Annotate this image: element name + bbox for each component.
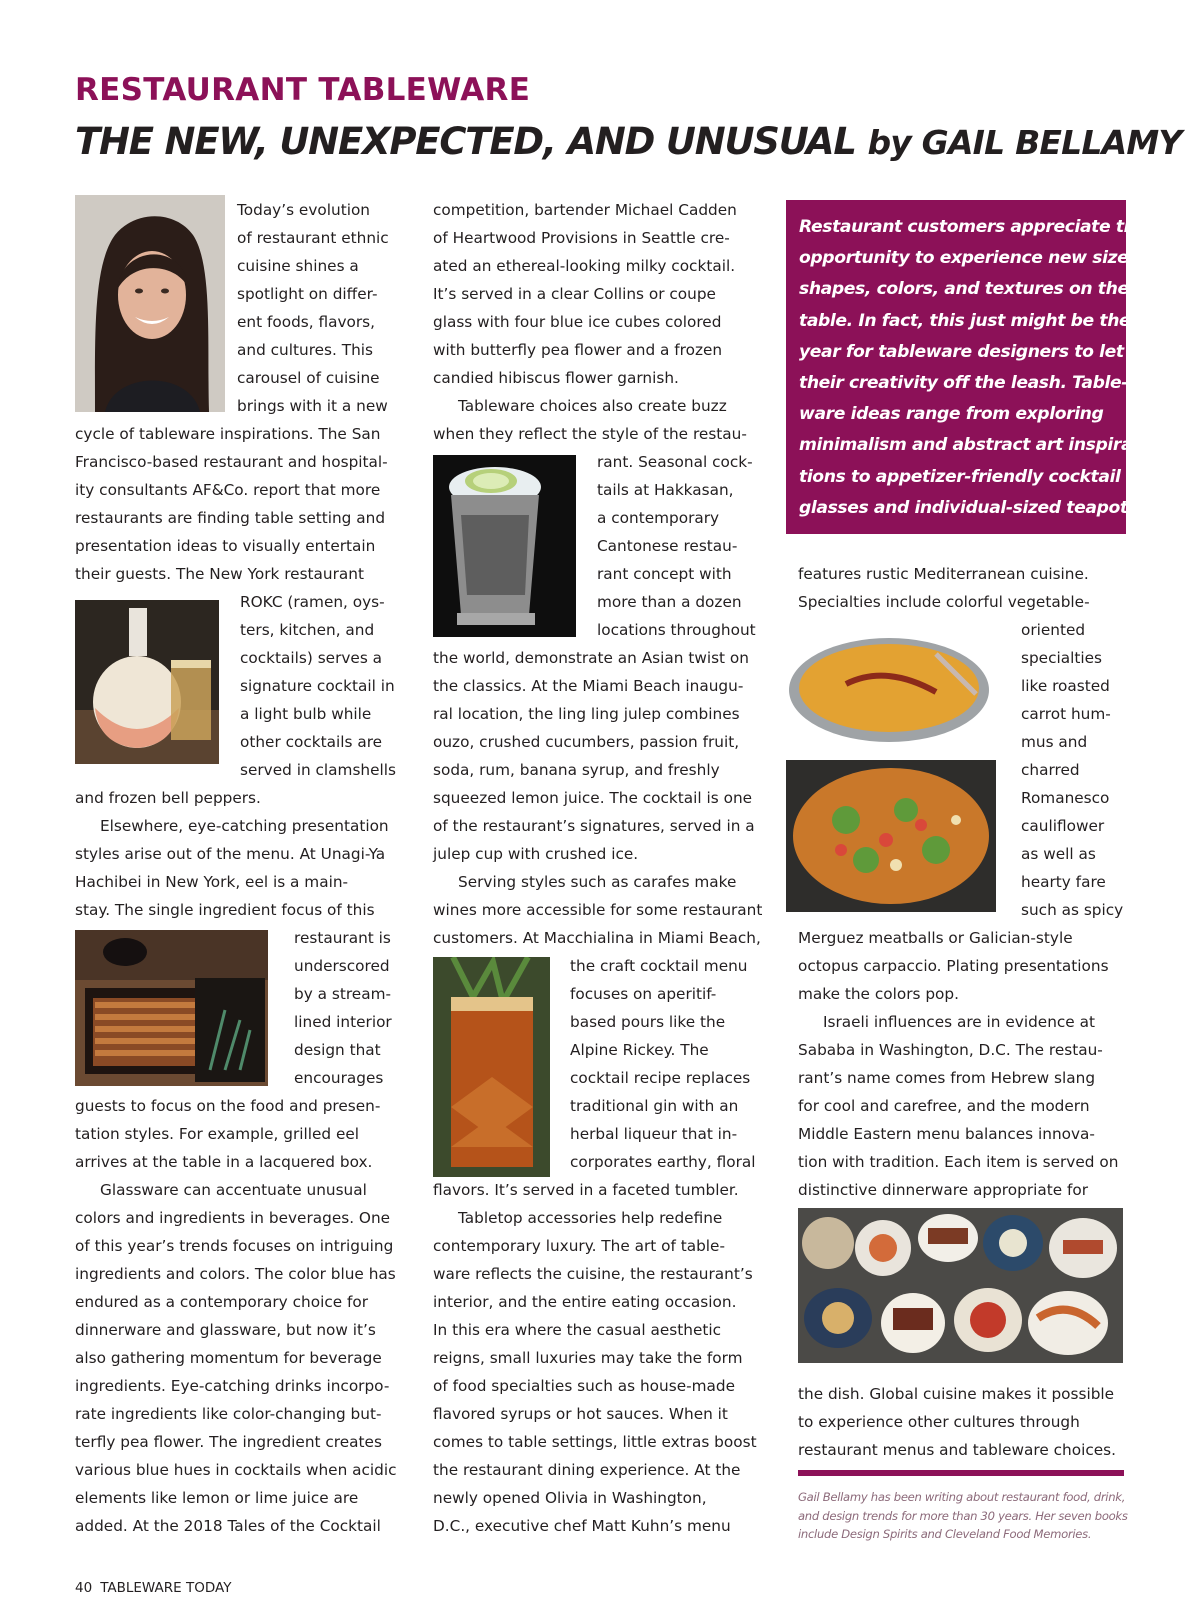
text-line: julep cup with crushed ice. [433,845,639,863]
text-line: guests to focus on the food and presen- [75,1097,381,1115]
text-line: flavored syrups or hot sauces. When it [433,1405,728,1423]
text-line: charred [1021,761,1080,779]
text-line: herbal liqueur that in- [570,1125,738,1143]
text-line: based pours like the [570,1013,726,1031]
text-line: ral location, the ling ling julep combines [433,705,740,723]
text-line: Cantonese restau- [597,537,738,555]
text-line: as well as [1021,845,1096,863]
pull-quote-line: opportunity to experience new sizes, [799,248,1145,269]
text-line: Alpine Rickey. The [570,1041,709,1059]
text-line: It’s served in a clear Collins or coupe [433,285,716,303]
text-line: interior, and the entire eating occasion. [433,1293,737,1311]
text-line: Elsewhere, eye-catching presentation [100,817,389,835]
text-line: cuisine shines a [237,257,359,275]
text-line: dinnerware and glassware, but now it’s [75,1321,376,1339]
pull-quote-line: their creativity off the leash. Table- [799,373,1129,394]
text-line: by a stream- [294,985,391,1003]
text-line: cocktails) serves a [240,649,383,667]
text-line: squeezed lemon juice. The cocktail is one [433,789,753,807]
pull-quote-line: minimalism and abstract art inspira- [799,435,1139,456]
text-line: the dish. Global cuisine makes it possible [798,1385,1115,1403]
text-line: like roasted [1021,677,1110,695]
author-bio-line: include Design Spirits and Cleveland Food Memories. [798,1527,1092,1541]
text-line: and frozen bell peppers. [75,789,261,807]
author-bio [798,1488,1128,1544]
page-footer [75,1580,239,1596]
pull-quote-line: glasses and individual-sized teapots. [799,497,1144,518]
text-line: brings with it a new [237,397,388,415]
text-line: served in clamshells [240,761,396,779]
pull-quote-line: Restaurant customers appreciate the [799,217,1147,237]
text-line: when they reflect the style of the restau- [433,425,747,443]
section-kicker: RESTAURANT TABLEWARE [75,72,531,108]
text-line: of restaurant ethnic [237,229,389,247]
carrot-hummus-photo [786,634,996,746]
text-line: rate ingredients like color-changing but- [75,1405,382,1423]
text-line: of this year’s trends focuses on intriguing [75,1237,394,1255]
text-line: Francisco-based restaurant and hospital- [75,453,388,471]
text-line: signature cocktail in [240,677,395,695]
text-line: to experience other cultures through [798,1413,1080,1431]
text-line: rant. Seasonal cock- [597,453,753,471]
text-line: locations throughout [597,621,756,639]
text-line: competition, bartender Michael Cadden [433,201,737,219]
text-line: underscored [294,957,390,975]
text-line: corporates earthy, floral [570,1153,756,1171]
text-line: with butterfly pea flower and a frozen [433,341,723,359]
text-line: candied hibiscus flower garnish. [433,369,679,387]
text-line: Israeli influences are in evidence at [823,1013,1095,1031]
text-line: cycle of tableware inspirations. The San [75,425,381,443]
text-line: comes to table settings, little extras boost [433,1433,757,1451]
text-line: soda, rum, banana syrup, and freshly [433,761,720,779]
text-line: ated an ethereal-looking milky cocktail. [433,257,736,275]
author-bio-line: Gail Bellamy has been writing about restaurant food, drink, [798,1490,1126,1504]
text-line: of the restaurant’s signatures, served in a [433,817,755,835]
text-line: tion with tradition. Each item is served on [798,1153,1119,1171]
publication-name: TABLEWARE TODAY [100,1580,232,1596]
pull-quote-line: table. In fact, this just might be the [799,310,1131,331]
text-line: restaurant is [294,929,391,947]
author-bio-line: and design trends for more than 30 years. Her seven books [798,1508,1128,1523]
text-line: Tabletop accessories help redefine [458,1209,723,1227]
text-line: rant’s name comes from Hebrew slang [798,1069,1096,1087]
text-line: the classics. At the Miami Beach inaugu- [433,677,744,695]
pull-quote-line: shapes, colors, and textures on the [799,279,1129,300]
text-line: various blue hues in cocktails when acidic [75,1461,397,1479]
text-line: distinctive dinnerware appropriate for [798,1181,1089,1199]
pull-quote [786,200,1147,534]
faceted-tumbler-cocktail-photo [433,957,550,1177]
text-line: the world, demonstrate an Asian twist on [433,649,749,667]
text-line: ouzo, crushed cucumbers, passion fruit, [433,733,740,751]
text-line: a contemporary [597,509,720,527]
text-line: carrot hum- [1021,705,1111,723]
text-line: reigns, small luxuries may take the form [433,1349,743,1367]
article-column-2 [433,196,763,1540]
text-line: Merguez meatballs or Galician-style [798,929,1073,947]
page-number: 40 [75,1580,93,1596]
light-bulb-cocktail-photo [75,600,219,764]
text-line: Serving styles such as carafes make [458,873,737,891]
author-portrait-photo [75,195,225,412]
text-line: of food specialties such as house-made [433,1377,736,1395]
text-line: and cultures. This [237,341,374,359]
text-line: specialties [1021,649,1103,667]
text-line: ity consultants AF&Co. report that more [75,481,381,499]
text-line: of Heartwood Provisions in Seattle cre- [433,229,730,247]
text-line: Today’s evolution [237,201,371,219]
text-line: the restaurant dining experience. At the [433,1461,741,1479]
text-line: for cool and carefree, and the modern [798,1097,1090,1115]
text-line: Sababa in Washington, D.C. The restau- [798,1041,1103,1059]
text-line: Specialties include colorful vegetable- [798,593,1090,611]
text-line: stay. The single ingredient focus of this [75,901,375,919]
text-line: D.C., executive chef Matt Kuhn’s menu [433,1517,731,1535]
text-line: customers. At Macchialina in Miami Beach, [433,929,761,947]
text-line: Romanesco [1021,789,1110,807]
text-line: styles arise out of the menu. At Unagi-Ya [75,845,386,863]
text-line: also gathering momentum for beverage [75,1349,382,1367]
text-line: newly opened Olivia in Washington, [433,1489,707,1507]
text-line: restaurants are finding table setting and [75,509,386,527]
text-line: colors and ingredients in beverages. One [75,1209,391,1227]
text-line: cocktail recipe replaces [570,1069,751,1087]
text-line: ingredients and colors. The color blue has [75,1265,396,1283]
text-line: glass with four blue ice cubes colored [433,313,722,331]
text-line: the craft cocktail menu [570,957,748,975]
text-line: flavors. It’s served in a faceted tumbler. [433,1181,739,1199]
pull-quote-line: tions to appetizer-friendly cocktail [799,466,1121,487]
text-line: ware reflects the cuisine, the restaurant’s [433,1265,753,1283]
text-line: In this era where the casual aesthetic [433,1321,722,1339]
text-line: added. At the 2018 Tales of the Cocktail [75,1517,381,1535]
article-byline: by GAIL BELLAMY [867,123,1182,162]
text-line: other cocktails are [240,733,383,751]
text-line: spotlight on differ- [237,285,378,303]
text-line: make the colors pop. [798,985,959,1003]
text-line: cauliflower [1021,817,1105,835]
text-line: wines more accessible for some restaurant [433,901,763,919]
text-line: endured as a contemporary choice for [75,1293,369,1311]
text-line: tation styles. For example, grilled eel [75,1125,360,1143]
text-line: rant concept with [597,565,732,583]
text-line: their guests. The New York restaurant [75,565,364,583]
romanesco-dish-photo [786,760,996,912]
text-line: Hachibei in New York, eel is a main- [75,873,349,891]
text-line: hearty fare [1021,873,1106,891]
text-line: contemporary luxury. The art of table- [433,1237,725,1255]
text-line: ters, kitchen, and [240,621,375,639]
text-line: more than a dozen [597,593,742,611]
text-line: encourages [294,1069,384,1087]
article-title: THE NEW, UNEXPECTED, AND UNUSUAL [75,120,856,163]
text-line: arrives at the table in a lacquered box. [75,1153,373,1171]
text-line: Middle Eastern menu balances innova- [798,1125,1095,1143]
text-line: presentation ideas to visually entertain [75,537,376,555]
article-headline [75,120,1182,163]
text-line: octopus carpaccio. Plating presentations [798,957,1109,975]
text-line: elements like lemon or lime juice are [75,1489,359,1507]
text-line: such as spicy [1021,901,1124,919]
mediterranean-spread-photo [798,1208,1123,1363]
text-line: ingredients. Eye-catching drinks incorpo- [75,1377,390,1395]
text-line: Glassware can accentuate unusual [100,1181,367,1199]
pull-quote-line: ware ideas range from exploring [799,404,1104,425]
text-line: design that [294,1041,381,1059]
text-line: features rustic Mediterranean cuisine. [798,565,1089,583]
text-line: a light bulb while [240,705,372,723]
text-line: restaurant menus and tableware choices. [798,1441,1117,1459]
julep-cup-cocktail-photo [433,455,576,637]
pull-quote-line: year for tableware designers to let [799,341,1124,362]
text-line: oriented [1021,621,1086,639]
text-line: Tableware choices also create buzz [458,397,727,415]
text-line: ent foods, flavors, [237,313,376,331]
text-line: mus and [1021,733,1088,751]
text-line: traditional gin with an [570,1097,739,1115]
bio-divider-rule [798,1470,1124,1476]
text-line: carousel of cuisine [237,369,380,387]
text-line: terfly pea flower. The ingredient creates [75,1433,382,1451]
text-line: focuses on aperitif- [570,985,717,1003]
eel-lacquered-box-photo [75,930,268,1086]
text-line: tails at Hakkasan, [597,481,734,499]
text-line: ROKC (ramen, oys- [240,593,385,611]
text-line: lined interior [294,1013,392,1031]
